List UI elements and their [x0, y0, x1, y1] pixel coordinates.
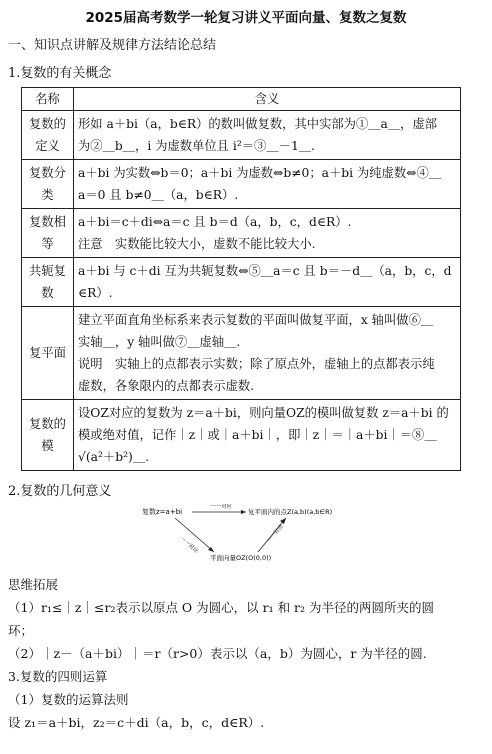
meaning-line: a＝0 且 b≠0＿（a，b∈R）.	[78, 188, 239, 202]
definition-line: 设 z₁＝a＋bi，z₂＝c＋di（a，b，c，d∈R）.	[8, 715, 265, 730]
meaning-line: 形如 a＋bi（a，b∈R）的数叫做复数，其中实部为①＿a＿，虚部	[78, 117, 438, 131]
meaning-line: 实轴＿，y 轴叫做⑦＿虚轴＿.	[78, 335, 241, 349]
row-meaning	[74, 160, 461, 209]
subsection-heading-1: 1.复数的有关概念	[8, 66, 112, 81]
row-name: 复平面	[22, 307, 74, 400]
meaning-line: a＋bi＝c＋di⇔a＝c 且 b＝d（a，b，c，d∈R）.	[78, 215, 352, 229]
diagram-left-label: 复数z=a+bi	[142, 508, 183, 516]
table-row	[22, 209, 461, 258]
arrow-left-label: 一一对应	[178, 535, 200, 555]
table-row	[22, 258, 461, 307]
page-title: 2025届高考数学一轮复习讲义平面向量、复数之复数	[85, 10, 407, 26]
header-meaning: 含义	[74, 88, 461, 111]
subsection-heading-3: 3.复数的四则运算	[8, 669, 108, 684]
row-name: 复数相等	[22, 209, 74, 258]
concepts-table	[21, 87, 461, 471]
subsection-heading-2: 2.复数的几何意义	[8, 484, 112, 499]
thinking-point-2: （2）｜z－（a＋bi）｜＝r（r>0）表示以（a，b）为圆心，r 为半径的圆.	[8, 646, 427, 661]
diagram-right-label: 复平面内的点Z(a,b)(a,b∈R)	[248, 508, 333, 516]
row-meaning	[74, 258, 461, 307]
meaning-line: 注意 实数能比较大小，虚数不能比较大小.	[78, 237, 316, 251]
table-header-row	[22, 88, 461, 111]
meaning-line: 为②＿b＿，i 为虚数单位且 i²＝③＿－1＿.	[78, 139, 315, 153]
row-meaning	[74, 307, 461, 400]
table-row	[22, 307, 461, 400]
thinking-point-1: （1）r₁≤｜z｜≤r₂表示以原点 O 为圆心，以 r₁ 和 r₂ 为半径的两圆所夹的圆	[8, 600, 435, 615]
meaning-line: a＋bi 与 c＋di 互为共轭复数⇔⑤＿a＝c 且 b＝－d＿（a，b，c，d	[78, 264, 452, 278]
table-row	[22, 160, 461, 209]
meaning-line: 说明 实轴上的点都表示实数；除了原点外，虚轴上的点都表示纯	[78, 357, 435, 371]
thinking-point-1-continued: 环；	[8, 623, 34, 638]
arrowhead	[241, 510, 246, 514]
row-name: 共轭复数	[22, 258, 74, 307]
table-row	[22, 111, 461, 160]
meaning-line: a＋bi 为实数⇔b＝0；a＋bi 为虚数⇔b≠0；a＋bi 为纯虚数⇔④＿	[78, 166, 442, 180]
header-name: 名称	[22, 88, 74, 111]
geometric-meaning-diagram	[140, 504, 340, 566]
row-name: 复数分类	[22, 160, 74, 209]
arrow-right-label: 一一对应	[266, 523, 285, 545]
row-meaning	[74, 400, 461, 471]
meaning-line: 设OZ对应的复数为 z＝a＋bi，则向量OZ的模叫做复数 z＝a＋bi 的	[78, 406, 449, 420]
arrowhead	[280, 518, 286, 524]
row-meaning	[74, 111, 461, 160]
diagram-bottom-label: 平面向量OZ(O(0,0))	[210, 554, 272, 562]
subsection-heading-3-1: （1）复数的运算法则	[8, 692, 129, 707]
section-heading-1: 一、知识点讲解及规律方法结论总结	[8, 38, 217, 53]
meaning-line: 模或绝对值，记作｜z｜或｜a＋bi｜，即｜z｜＝｜a＋bi｜＝⑧＿	[78, 428, 437, 442]
thinking-title: 思维拓展	[8, 577, 59, 592]
arrow-top-label: 一一对应	[210, 504, 233, 510]
meaning-line: 虚数，各象限内的点都表示虚数.	[78, 379, 255, 393]
row-name: 复数的定义	[22, 111, 74, 160]
row-meaning	[74, 209, 461, 258]
meaning-line: ∈R）.	[78, 286, 113, 300]
row-name: 复数的模	[22, 400, 74, 471]
table-row	[22, 400, 461, 471]
meaning-line: √(a²＋b²)＿.	[78, 450, 149, 464]
meaning-line: 建立平面直角坐标系来表示复数的平面叫做复平面，x 轴叫做⑥＿	[78, 313, 434, 327]
